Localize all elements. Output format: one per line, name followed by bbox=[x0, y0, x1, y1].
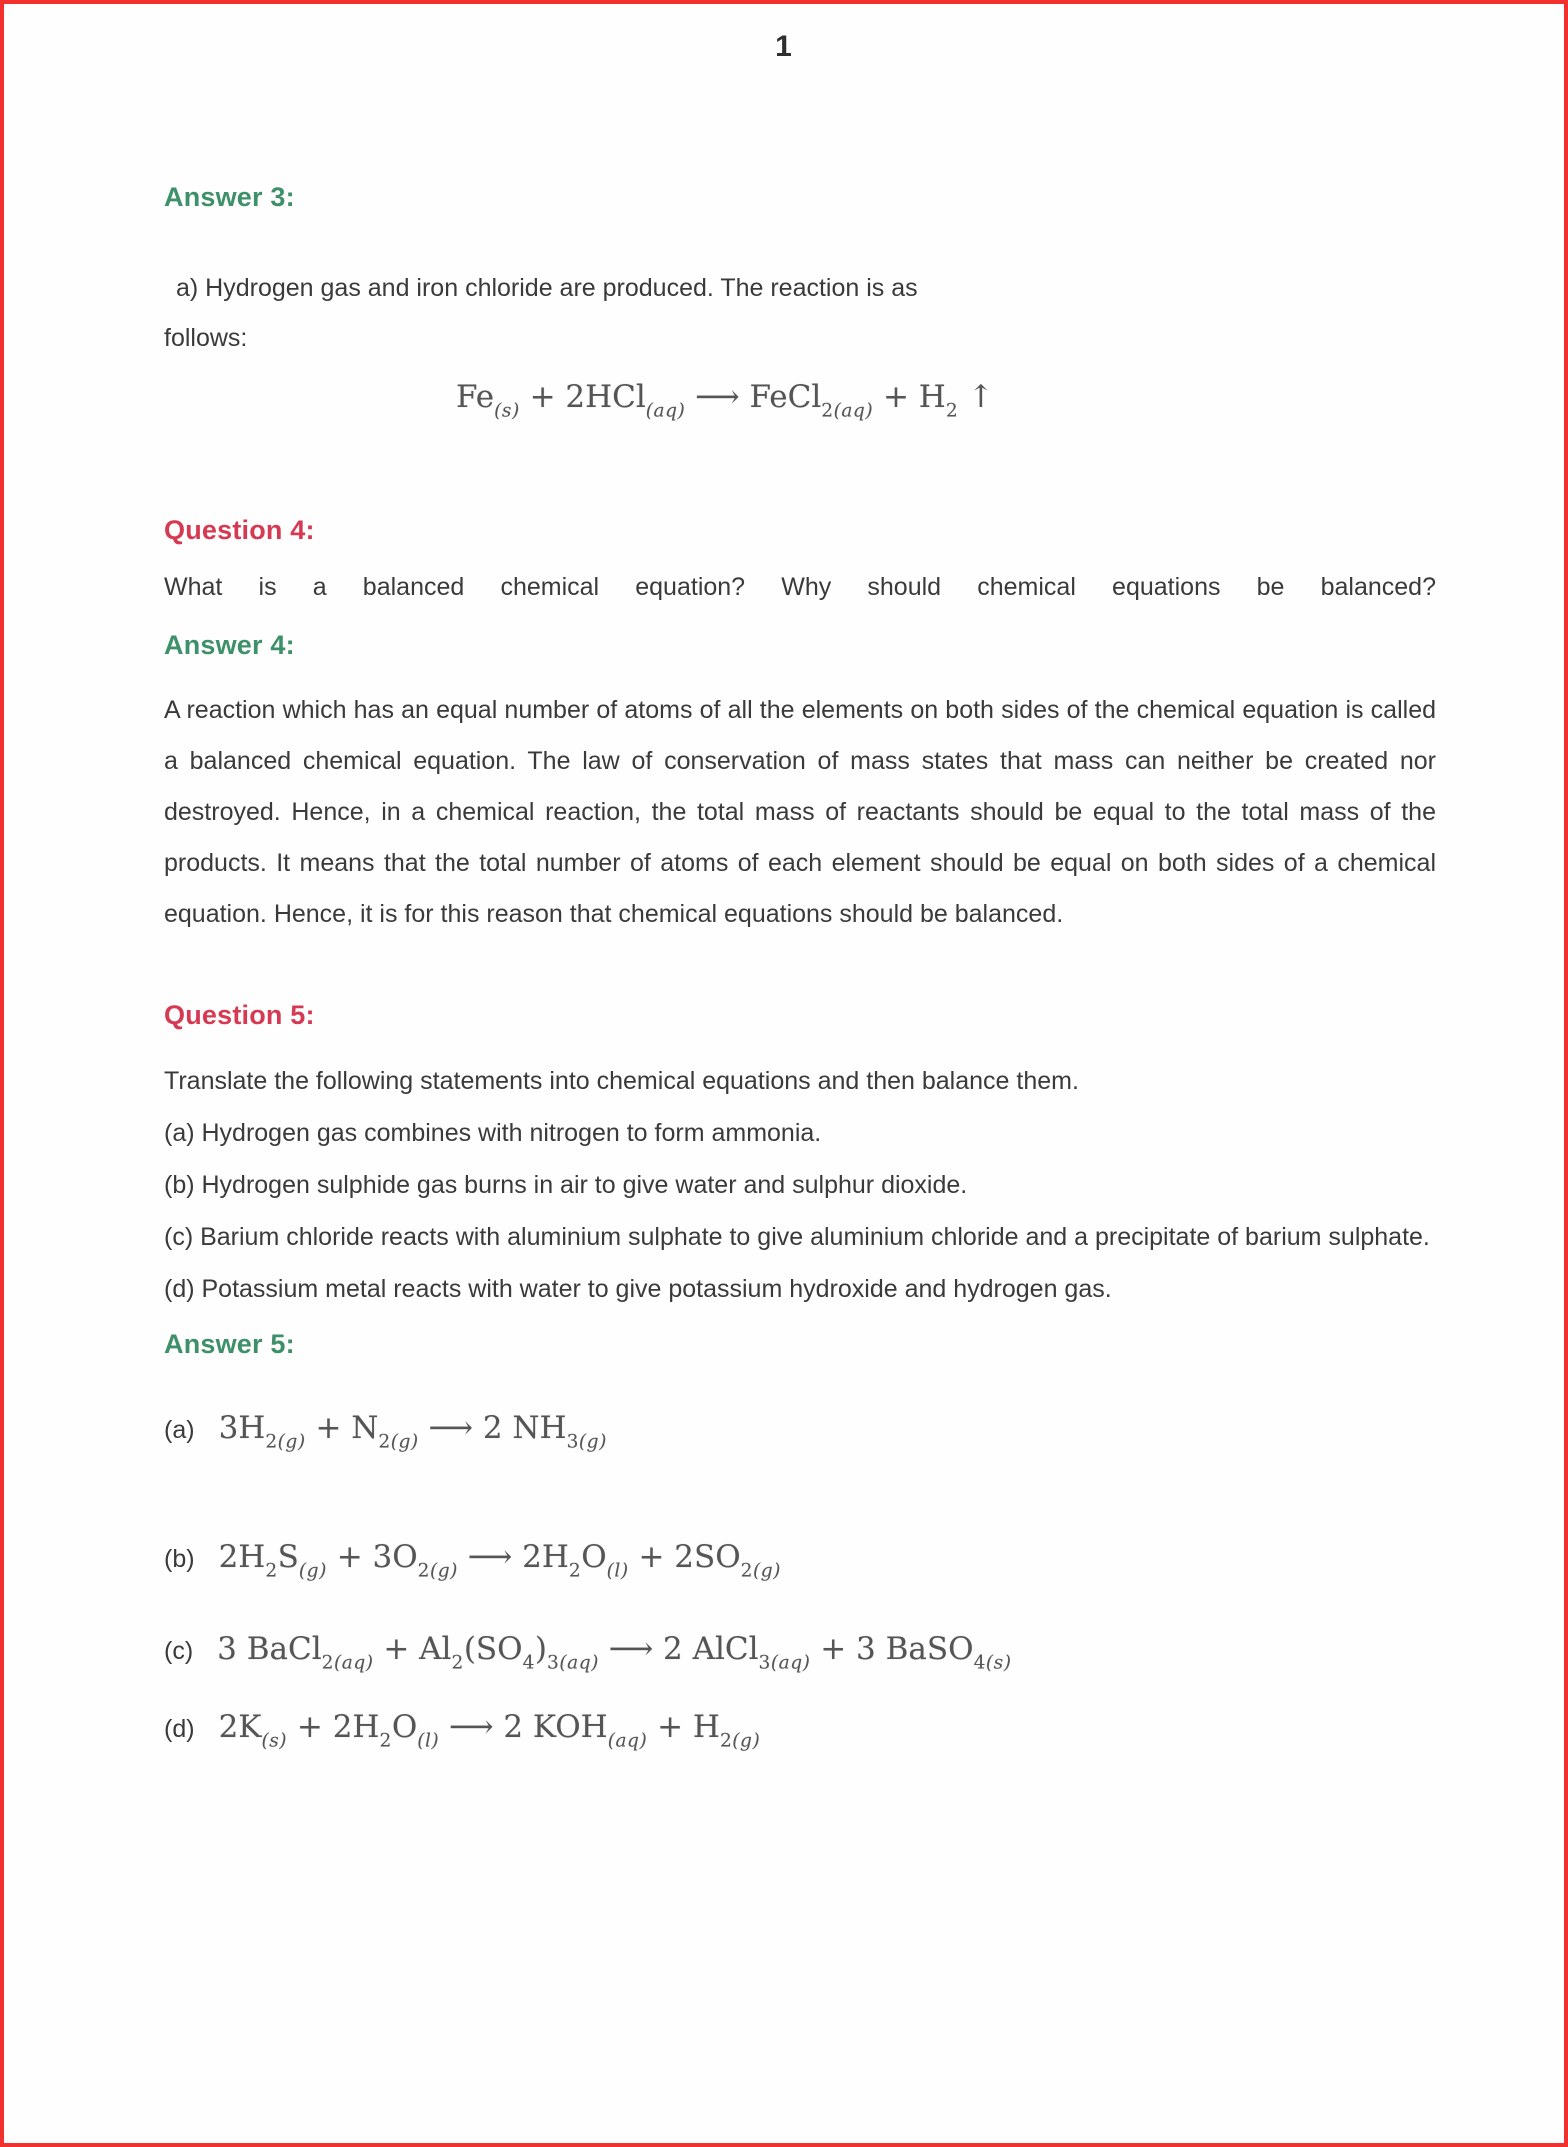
question-5-item-a: (a) Hydrogen gas combines with nitrogen to form ammonia. bbox=[164, 1119, 822, 1148]
question-4-text: What is a balanced chemical equation? Why should chemical equations be balanced? bbox=[164, 573, 1436, 602]
answer-5-equation-row-a bbox=[164, 1410, 1436, 1452]
answer-3-line-2: follows: bbox=[164, 324, 248, 352]
answer-3-heading: Answer 3: bbox=[164, 182, 295, 212]
answer-5-heading: Answer 5: bbox=[164, 1329, 295, 1360]
question-5-body bbox=[164, 1055, 1436, 1315]
answer-3-line-1: a) Hydrogen gas and iron chloride are produced. The reaction is as bbox=[176, 274, 918, 302]
question-5-item-d: (d) Potassium metal reacts with water to give potassium hydroxide and hydrogen gas. bbox=[164, 1275, 1112, 1304]
chemical-equation-ammonia: $3H_{2(g)} + N_{2(g)}$ ⟶ 2 $NH_{3(g)}$ bbox=[218, 1410, 607, 1453]
equation-label-d: (d) bbox=[164, 1715, 195, 1744]
equation-label-c: (c) bbox=[164, 1636, 194, 1665]
equation-label-a: (a) bbox=[164, 1416, 195, 1445]
answer-3-paragraph bbox=[164, 263, 1436, 363]
answer-5-equation-row-d bbox=[164, 1709, 1436, 1751]
chemical-equation-fe-hcl: $Fe_{(s)} + 2HCl_{(aq)}$ ⟶ FeCl$_{2(aq)}$ + $H_2$ ↑ bbox=[455, 379, 994, 422]
question-4-heading: Question 4: bbox=[164, 515, 315, 546]
chemical-equation-barium-sulphate: 3 BaCl$_{2(aq)}$ + $Al_2(SO_4)_{3(aq)}$ ⟶ 2 AlCl$_{3(aq)}$ + 3 BaSO$_{4(s)}$ bbox=[217, 1630, 1012, 1674]
question-5-heading: Question 5: bbox=[164, 1000, 315, 1031]
chemical-equation-potassium-water: $2K_{(s)} + 2H_2O_{(l)}$ ⟶ 2 $KOH_{(aq)} + H_{2(g)}$ bbox=[218, 1709, 761, 1752]
question-5-intro: Translate the following statements into chemical equations and then balance them. bbox=[164, 1067, 1079, 1096]
answer-5-equation-row-b bbox=[164, 1539, 1436, 1581]
equation-label-b: (b) bbox=[164, 1544, 195, 1573]
question-5-item-b: (b) Hydrogen sulphide gas burns in air to give water and sulphur dioxide. bbox=[164, 1171, 968, 1200]
question-5-item-c: (c) Barium chloride reacts with aluminium sulphate to give aluminium chloride and a precipitate of barium sulphate. bbox=[164, 1223, 1430, 1252]
answer-4-heading: Answer 4: bbox=[164, 630, 295, 661]
page-content bbox=[4, 182, 1564, 1751]
answer-5-equation-row-c bbox=[164, 1631, 1436, 1673]
page-number: 1 bbox=[775, 30, 793, 63]
answer-3-equation-wrap bbox=[164, 379, 1436, 421]
answer-4-paragraph: A reaction which has an equal number of atoms of all the elements on both sides of the chemical equation is called a balanced chemical equation. The law of conservation of mass states that mass can neither be created nor destroyed. Hence, in a chemical reaction, the total mass of reactants should be equal to the total mass of the products. It means that the total number of atoms of each element should be equal on both sides of a chemical equation. Hence, it is for this reason that chemical equations should be balanced. bbox=[164, 696, 1436, 929]
chemical-equation-h2s-combustion: $2H_2S_{(g)} + 3O_{2(g)}$ ⟶ $2H_2O_{(l)} + 2SO_{2(g)}$ bbox=[218, 1538, 781, 1581]
